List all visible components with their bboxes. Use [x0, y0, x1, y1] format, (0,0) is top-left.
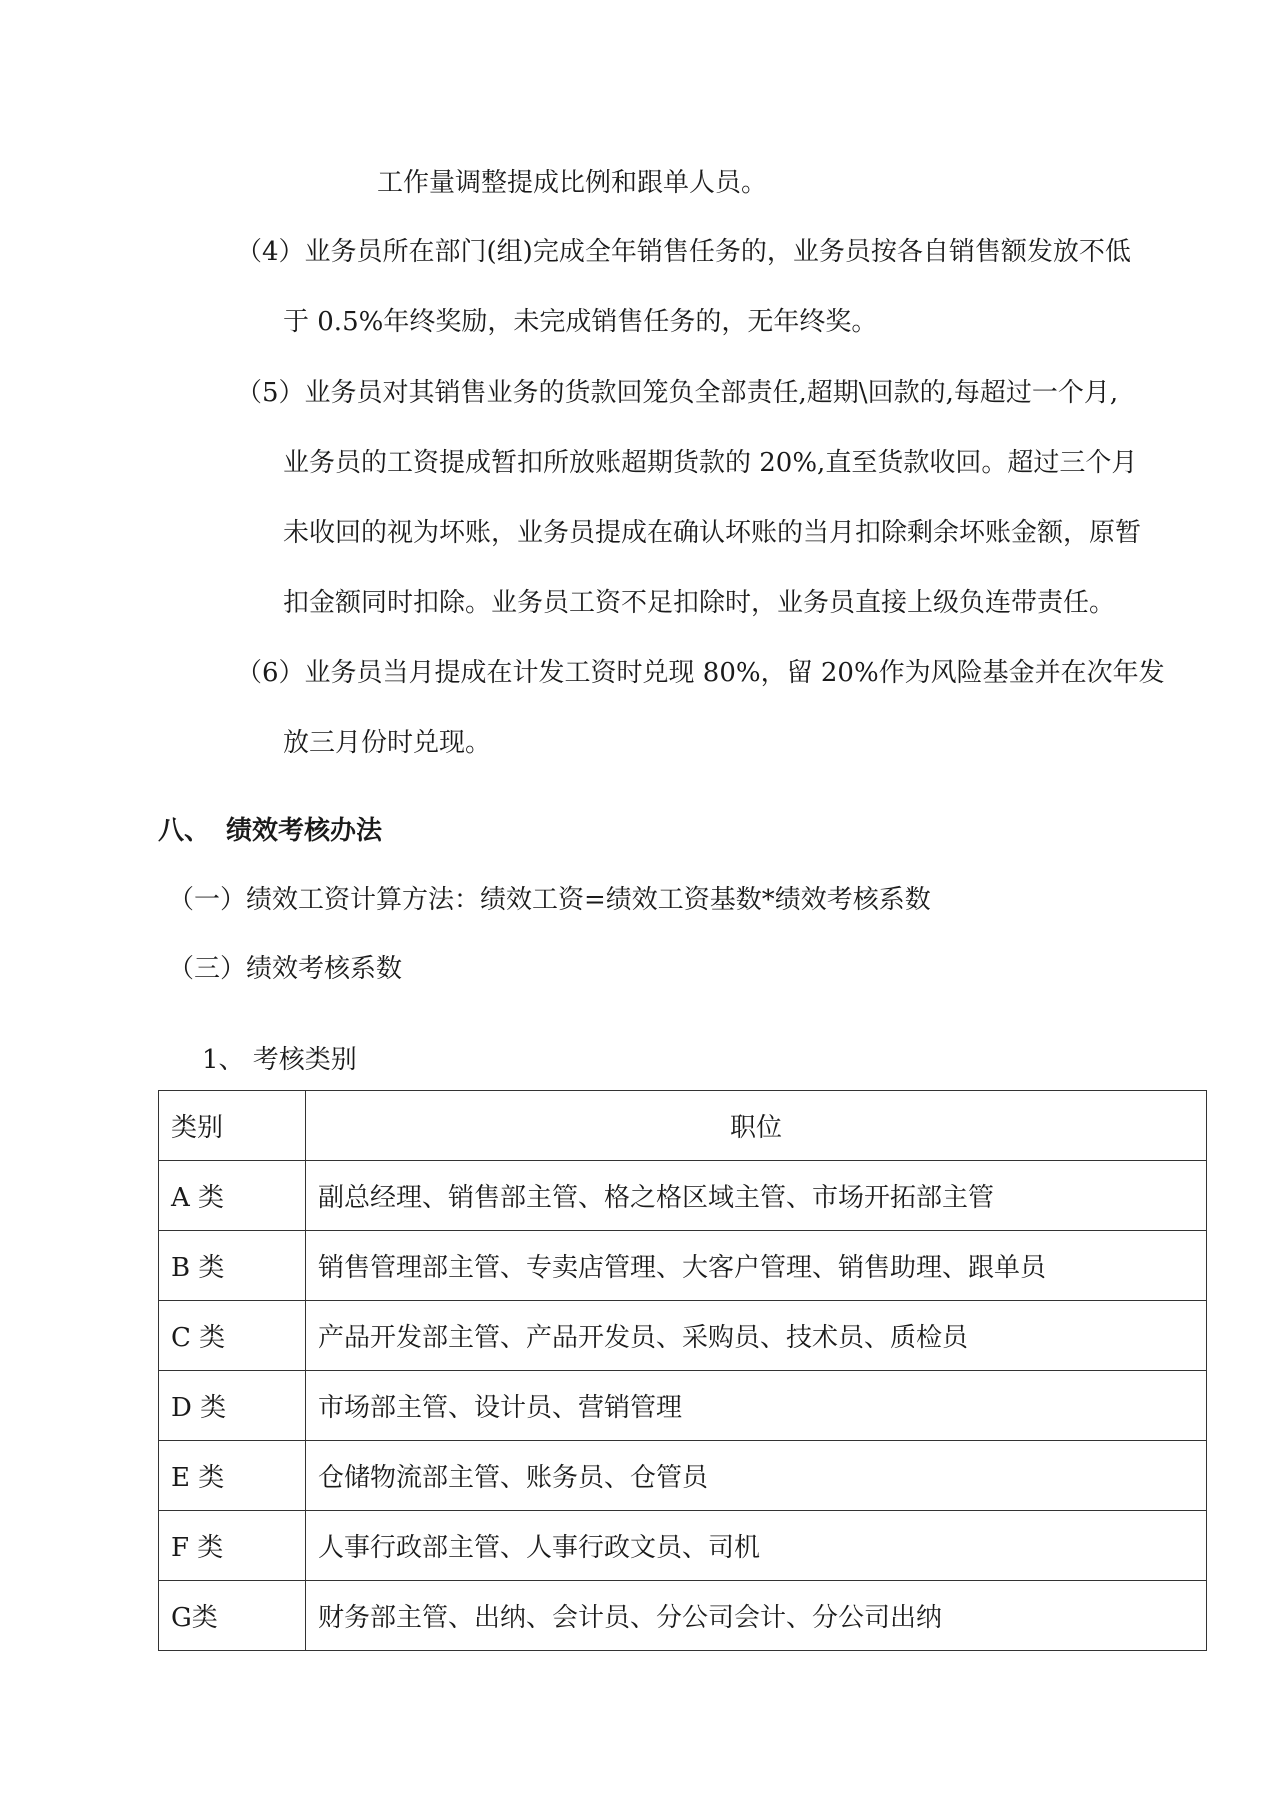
category-cell: D 类 — [159, 1371, 306, 1441]
table-row — [159, 1511, 1207, 1581]
category-cell: C 类 — [159, 1301, 306, 1371]
item-heading: 1、 考核类别 — [202, 1045, 357, 1075]
section-number: 八、 — [158, 816, 211, 846]
table-row — [159, 1161, 1207, 1231]
assessment-category-table — [158, 1090, 1207, 1651]
position-cell: 财务部主管、出纳、会计员、分公司会计、分公司出纳 — [306, 1581, 1207, 1651]
position-cell: 仓储物流部主管、账务员、仓管员 — [306, 1441, 1207, 1511]
header-position: 职位 — [306, 1091, 1207, 1161]
table-row — [159, 1371, 1207, 1441]
category-cell: G类 — [159, 1581, 306, 1651]
table-row — [159, 1581, 1207, 1651]
header-category: 类别 — [159, 1091, 306, 1161]
paragraph-line: 工作量调整提成比例和跟单人员。 — [377, 168, 768, 198]
table-row — [159, 1231, 1207, 1301]
paragraph-line: 扣金额同时扣除。业务员工资不足扣除时，业务员直接上级负连带责任。 — [283, 588, 1116, 618]
table-row — [159, 1441, 1207, 1511]
subsection-calc-method: （一）绩效工资计算方法：绩效工资=绩效工资基数*绩效考核系数 — [168, 885, 931, 915]
position-cell: 市场部主管、设计员、营销管理 — [306, 1371, 1207, 1441]
paragraph-line: （4）业务员所在部门(组)完成全年销售任务的，业务员按各自销售额发放不低 — [236, 237, 1131, 267]
category-cell: F 类 — [159, 1511, 306, 1581]
subsection-coefficient: （三）绩效考核系数 — [168, 954, 403, 984]
category-cell: E 类 — [159, 1441, 306, 1511]
section-heading — [158, 814, 382, 848]
section-title: 绩效考核办法 — [226, 816, 383, 846]
paragraph-line: （6）业务员当月提成在计发工资时兑现 80%，留 20%作为风险基金并在次年发 — [236, 658, 1165, 688]
table-header-row — [159, 1091, 1207, 1161]
position-cell: 销售管理部主管、专卖店管理、大客户管理、销售助理、跟单员 — [306, 1231, 1207, 1301]
paragraph-line: （5）业务员对其销售业务的货款回笼负全部责任,超期\回款的,每超过一个月, — [236, 378, 1119, 408]
category-cell: B 类 — [159, 1231, 306, 1301]
position-cell: 人事行政部主管、人事行政文员、司机 — [306, 1511, 1207, 1581]
position-cell: 产品开发部主管、产品开发员、采购员、技术员、质检员 — [306, 1301, 1207, 1371]
position-cell: 副总经理、销售部主管、格之格区域主管、市场开拓部主管 — [306, 1161, 1207, 1231]
paragraph-line: 未收回的视为坏账，业务员提成在确认坏账的当月扣除剩余坏账金额，原暂 — [283, 518, 1142, 548]
paragraph-line: 于 0.5%年终奖励，未完成销售任务的，无年终奖。 — [283, 307, 878, 337]
paragraph-line: 放三月份时兑现。 — [283, 728, 492, 758]
paragraph-line: 业务员的工资提成暂扣所放账超期货款的 20%,直至货款收回。超过三个月 — [283, 448, 1138, 478]
table-row — [159, 1301, 1207, 1371]
category-cell: A 类 — [159, 1161, 306, 1231]
